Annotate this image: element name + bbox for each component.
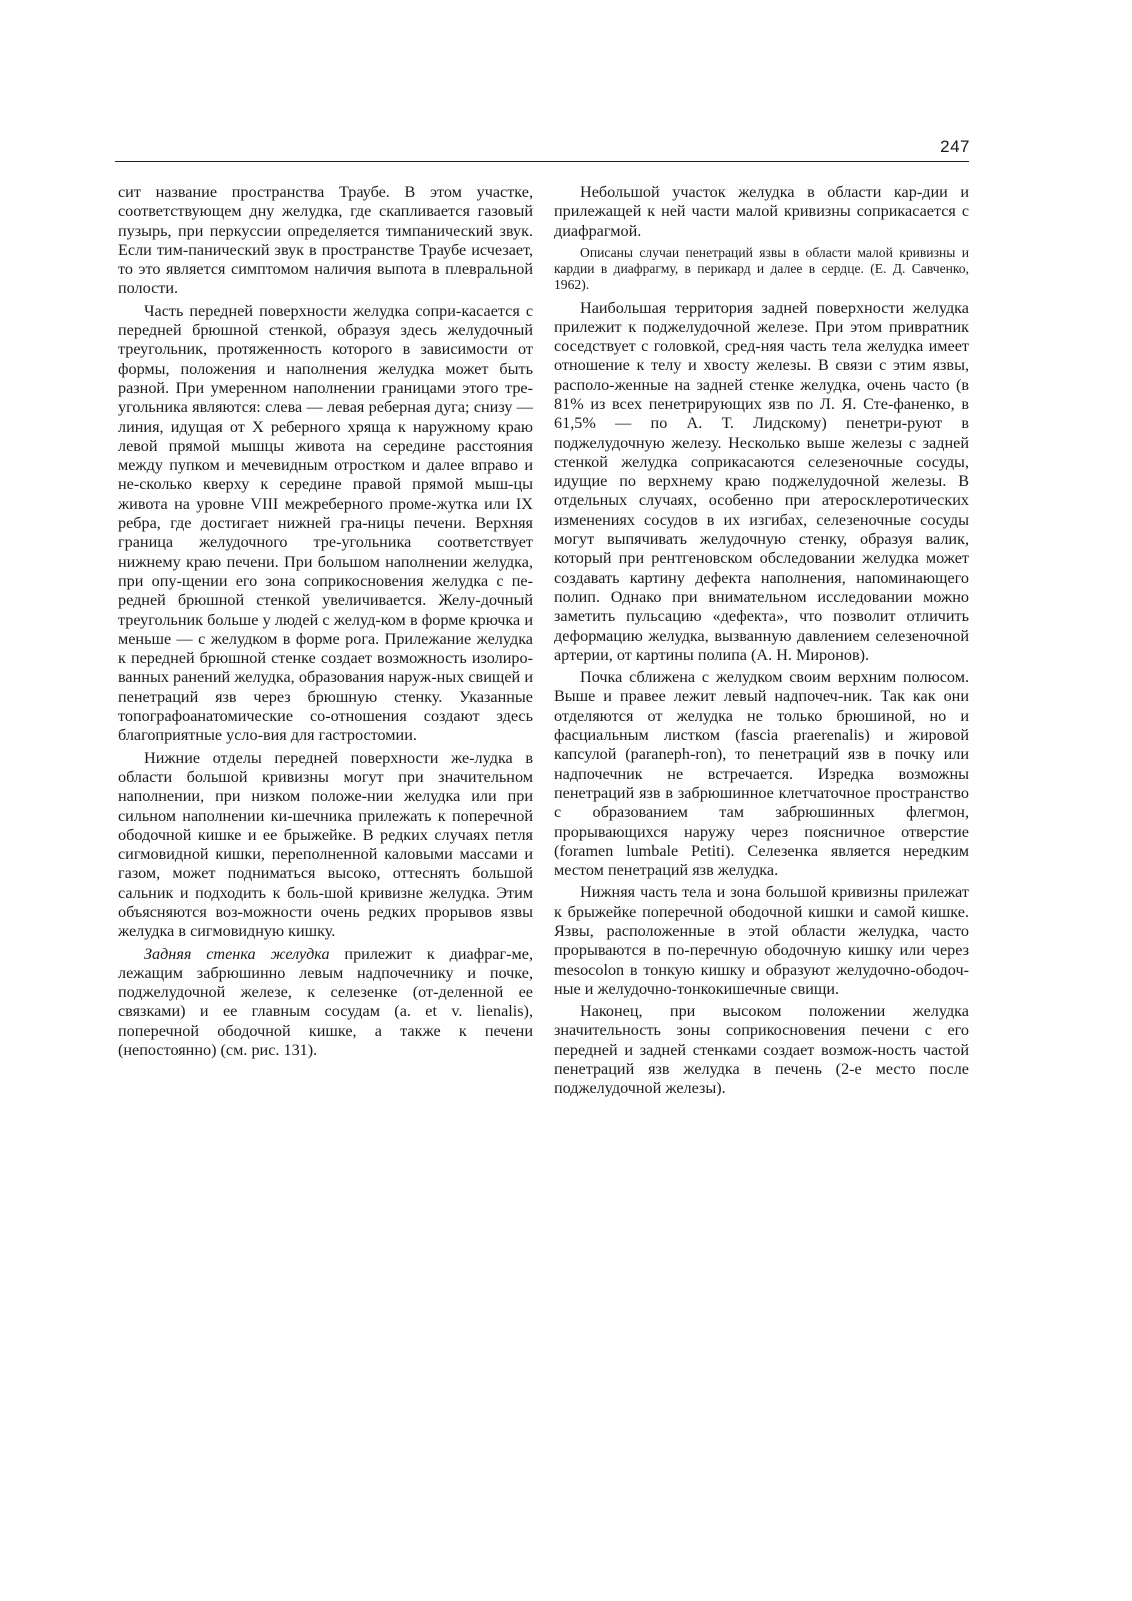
page-number: 247 [940,137,970,156]
right-paragraph-1: Небольшой участок желудка в области кар-дии и прилежащей к ней части малой кривизны соприкасается с диафрагмой. [554,183,969,240]
left-paragraph-2: Часть передней поверхности желудка сопри-касается с передней брюшной стенкой, образуя здесь желудочный треугольник, протяженность которого в зависимости от формы, положения и наполнения желудка может быть разной. При умеренном наполнении границами этого тре-угольника являются: слева — левая реберная дуга; снизу — линия, идущая от X реберного хряща к наружному краю левой прямой мышцы живота на середине расстояния между пупком и мечевидным отростком и далее вправо и не-сколько кверху к середине правой прямой мыш-цы живота на уровне VIII межреберного проме-жутка или IX ребра, где достигает нижней гра-ницы печени. Верхняя граница желудочного тре-угольника соответствует нижнему краю печени. При большом наполнении желудка, при опу-щении его зона соприкосновения желудка с пе-редней брюшной стенкой увеличивается. Желу-дочный треугольник больше у людей с желуд-ком в форме крючка и меньше — с желудком в форме рога. Прилежание желудка к передней брюшной стенке создает возможность изолиро-ванных ранений желудка, образования наруж-ных свищей и пенетраций язв через брюшную стенку. Указанные топографоанатомические со-отношения создают здесь благоприятные усло-вия для гастростомии. [118,301,533,745]
right-column [554,183,969,1102]
left-paragraph-3: Нижние отделы передней поверхности же-лудка в области большой кривизны могут при значительном наполнении, при низком положе-нии желудка или при сильном наполнении ки-шечника прилежать к поперечной ободочной кишке и ее брыжейке. В редких случаях петля сигмовидной кишки, переполненной каловыми массами и газом, может подниматься высоко, оттеснять большой сальник и подходить к боль-шой кривизне желудка. Этим объясняются воз-можности очень редких прорывов язвы желудка в сигмовидную кишку. [118,748,533,941]
left-paragraph-1: сит название пространства Траубе. В этом участке, соответствующем дну желудка, где скапливается газовый пузырь, при перкуссии определяется тимпанический звук. Если тим-панический звук в пространстве Траубе исчезает, то это является симптомом наличия выпота в плевральной полости. [118,183,533,298]
right-paragraph-4: Нижняя часть тела и зона большой кривизны прилежат к брыжейке поперечной ободочной кишки и самой кишке. Язвы, расположенные в этой области желудка, часто прорываются в по-перечную ободочную кишку или через mesocolon в тонкую кишку и образуют желудочно-ободоч-ные и желудочно-тонкокишечные свищи. [554,883,969,998]
posterior-wall-term: Задняя стенка желудка [144,944,330,963]
right-paragraph-2: Наибольшая территория задней поверхности желудка прилежит к поджелудочной железе. При этом привратник соседствует с головкой, сред-няя часть тела желудка имеет отношение к телу и хвосту железы. В связи с этим язвы, располо-женные на задней стенке желудка, очень часто (в 81% из всех пенетрирующих язв по Л. Я. Сте-фаненко, в 61,5% — по А. Т. Лидскому) пенетри-руют в поджелудочную железу. Несколько выше железы с задней стенкой желудка соприкасаются селезеночные сосуды, идущие по верхнему краю поджелудочной железы. В отдельных случаях, особенно при атеросклеротических изменениях сосудов в их изгибах, селезеночные сосуды могут выпячивать желудочную стенку, образуя валик, который при рентгеновском обследовании желудка может создавать картину дефекта наполнения, напоминающего полип. Однако при внимательном исследовании можно заметить пульсацию «дефекта», что позволит отличить деформацию желудка, вызванную давлением селезеночной артерии, от картины полипа (А. Н. Миронов). [554,298,969,664]
left-column [118,183,533,1063]
right-paragraph-5: Наконец, при высоком положении желудка значительность зоны соприкосновения печени с его передней и задней стенками создает возмож-ность частой пенетраций язв желудка в печень (2-е место после поджелудочной железы). [554,1002,969,1098]
header-rule [115,161,969,162]
left-paragraph-4-text: прилежит к диафраг-ме, лежащим забрюшинно левым надпочечнику и почке, поджелудочной железе, к селезенке (от-деленной ее связками) и ее главным сосудам (a. et v. lienalis), поперечной ободочной кишке, а также к печени (непостоянно) (см. рис. 131). [118,944,533,1060]
left-paragraph-4 [118,945,533,1061]
right-paragraph-3: Почка сближена с желудком своим верхним полюсом. Выше и правее лежит левый надпочеч-ник. Так как они отделяются от желудка не только брюшиной, но и фасциальным листком (fascia praerenalis) и жировой капсулой (paraneph-ron), то пенетраций язв в почку или надпочечник не встречается. Изредка возможны пенетраций язв в забрюшинное клетчаточное пространство с образованием там забрюшинных флегмон, прорывающихся наружу через поясничное отверстие (foramen lumbale Petiti). Селезенка является нередким местом пенетраций язв желудка. [554,668,969,880]
small-print-note: Описаны случаи пенетраций язвы в области малой кривизны и кардии в диафрагму, в перикард и далее в сердце. (Е. Д. Савченко, 1962). [554,244,969,293]
